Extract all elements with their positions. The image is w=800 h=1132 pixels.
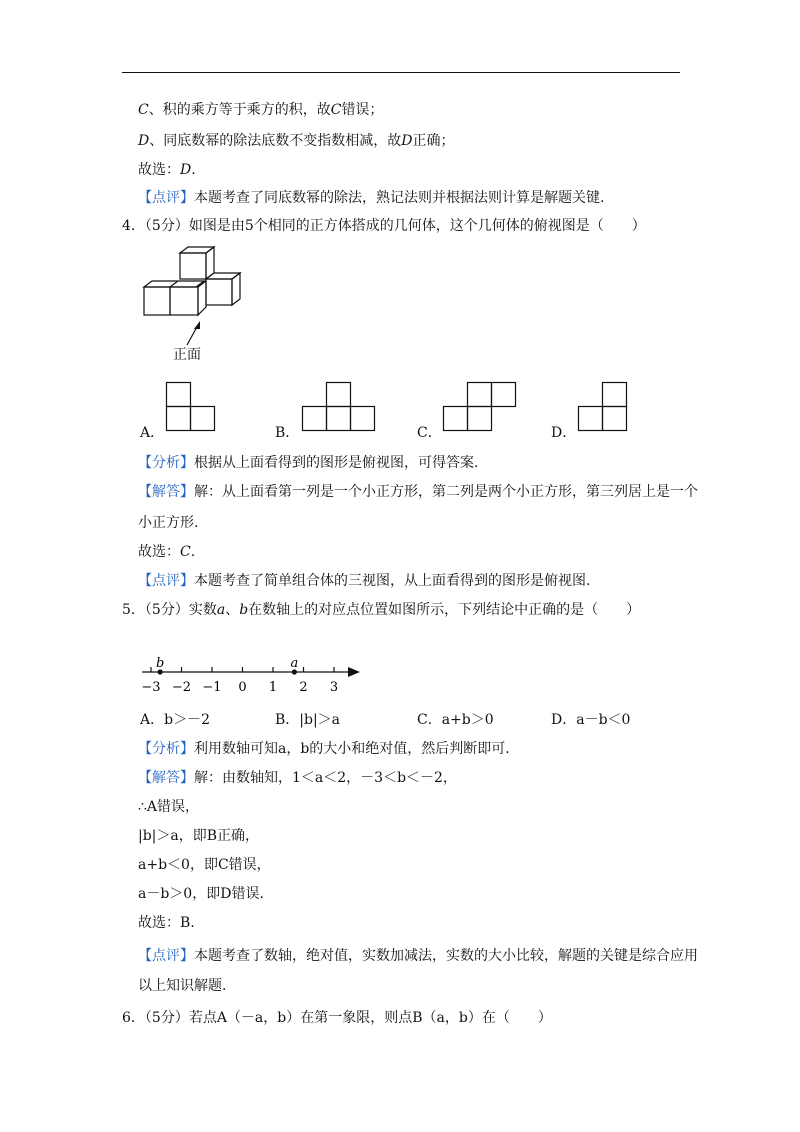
q5-comment: 【点评】本题考查了数轴，绝对值，实数加减法，实数的大小比较，解题的关键是综合应用 bbox=[138, 948, 698, 964]
axis-tick-label: −1 bbox=[202, 680, 222, 695]
front-arrow bbox=[187, 321, 200, 345]
option-d-explanation: D、同底数幂的除法底数不变指数相减，故D正确； bbox=[138, 133, 455, 149]
axis-arrow bbox=[348, 667, 360, 677]
axis-tick-label: 0 bbox=[238, 680, 247, 695]
q5-step-1: ∴A错误， bbox=[138, 799, 200, 815]
q4-answer: 故选：C. bbox=[138, 544, 196, 560]
q4-option-d-figure bbox=[578, 382, 630, 432]
axis-tick-label: 3 bbox=[329, 680, 339, 695]
q4-option-b-label: B． bbox=[275, 425, 300, 441]
q4-comment: 【点评】本题考查了简单组合体的三视图，从上面看得到的图形是俯视图. bbox=[138, 573, 591, 589]
q4-analysis: 【分析】根据从上面看得到的图形是俯视图，可得答案. bbox=[138, 455, 479, 471]
point-b-label: b bbox=[155, 656, 165, 671]
axis-tick-label: −3 bbox=[141, 680, 161, 695]
q5-answer: 故选：B. bbox=[138, 915, 195, 931]
q4-solution: 【解答】解：从上面看第一列是一个小正方形，第二列是两个小正方形，第三列居上是一个 bbox=[138, 484, 698, 500]
option-c-explanation: C、积的乘方等于乘方的积，故C错误； bbox=[138, 102, 384, 118]
q6-stem: 6．（5分）若点A（－a，b）在第一象限，则点B（a，b）在（ ） bbox=[122, 1010, 552, 1026]
q3-comment: 【点评】本题考查了同底数幂的除法，熟记法则并根据法则计算是解题关键. bbox=[138, 190, 605, 206]
q4-option-c-figure bbox=[443, 382, 519, 432]
q5-comment-cont: 以上知识解题. bbox=[138, 978, 227, 994]
q4-stem: 4．（5分）如图是由5个相同的正方体搭成的几何体，这个几何体的俯视图是（ ） bbox=[122, 218, 646, 234]
q5-option-c: C．a+b＞0 bbox=[417, 712, 494, 728]
q3-answer: 故选：D. bbox=[138, 162, 196, 178]
q5-option-d: D．a－b＜0 bbox=[551, 712, 631, 728]
q4-option-a-figure bbox=[166, 382, 218, 432]
q5-analysis: 【分析】利用数轴可知a，b的大小和绝对值，然后判断即可. bbox=[138, 741, 510, 757]
q5-step-2: |b|＞a，即B正确， bbox=[138, 828, 260, 844]
axis-tick-label: 2 bbox=[299, 680, 308, 695]
point-a-label: a bbox=[290, 656, 299, 671]
q5-option-a: A．b＞－2 bbox=[140, 712, 210, 728]
q5-step-4: a－b＞0，即D错误. bbox=[138, 886, 264, 902]
q5-stem: 5．（5分）实数a、b在数轴上的对应点位置如图所示，下列结论中正确的是（ ） bbox=[122, 602, 641, 618]
q4-option-c-label: C． bbox=[417, 425, 442, 441]
header-rule bbox=[122, 72, 680, 73]
q5-step-3: a+b＜0，即C错误， bbox=[138, 857, 271, 873]
q5-option-b: B．|b|＞a bbox=[275, 712, 341, 728]
q4-option-d-label: D． bbox=[551, 425, 577, 441]
q4-solution-cont: 小正方形. bbox=[138, 515, 199, 531]
number-line bbox=[140, 652, 370, 702]
q4-option-b-figure bbox=[302, 382, 378, 432]
axis-tick-label: 1 bbox=[268, 680, 278, 695]
q5-solution: 【解答】解：由数轴知，1＜a＜2，－3＜b＜－2， bbox=[138, 770, 457, 786]
axis-tick-label: −2 bbox=[171, 680, 192, 695]
q4-option-a-label: A． bbox=[140, 425, 165, 441]
front-label: 正面 bbox=[173, 347, 201, 363]
